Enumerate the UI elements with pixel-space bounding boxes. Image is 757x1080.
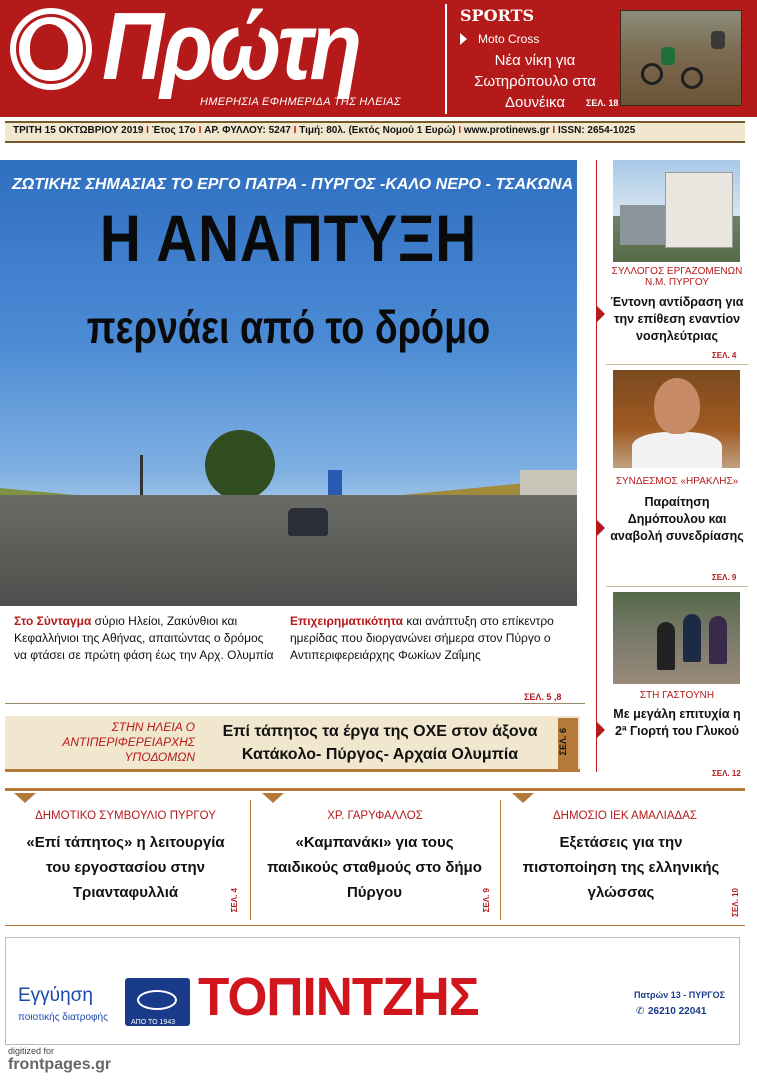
coin-logo-icon	[10, 8, 92, 90]
sports-kicker: Moto Cross	[478, 32, 540, 46]
bottom-page-ref: ΣΕΛ. 10	[731, 888, 740, 917]
bottom-headline[interactable]: Εξετάσεις για την πιστοποίηση της ελληνικής γλώσσας	[522, 834, 720, 901]
car	[288, 508, 328, 536]
divider	[606, 364, 748, 365]
website-link[interactable]: www.protinews.gr	[463, 125, 550, 136]
hero-caption-left[interactable]	[14, 613, 279, 664]
portrait-shirt	[632, 432, 722, 468]
triangle-down-icon	[14, 793, 36, 803]
divider	[5, 788, 745, 791]
bottom-kicker: ΔΗΜΟΣΙΟ ΙΕΚ ΑΜΑΛΙΑΔΑΣ	[553, 810, 697, 822]
issue-number: ΑΡ. ΦΥΛΛΟΥ: 5247	[204, 125, 291, 136]
triangle-down-icon	[262, 793, 284, 803]
caption-lead: Στο Σύνταγμα	[14, 614, 92, 628]
sidebar-headline[interactable]: Έντονη αντίδραση για την επίθεση εναντίον νοσηλεύτριας	[610, 295, 744, 343]
bottom-kicker: ΧΡ. ΓΑΡΥΦΑΛΛΟΣ	[327, 810, 423, 822]
strip-page-ref: ΣΕΛ. 6	[558, 728, 568, 756]
ad-quality: ποιοτικής διατροφής	[18, 1012, 108, 1023]
triangle-right-icon	[597, 722, 605, 738]
person	[709, 616, 727, 664]
triangle-right-icon	[460, 33, 467, 45]
sidebar-kicker: ΣΥΛΛΟΓΟΣ ΕΡΓΑΖΟΜΕΝΩΝ Ν.Μ. ΠΥΡΓΟΥ	[611, 266, 743, 288]
hero-kicker: ΖΩΤΙΚΗΣ ΣΗΜΑΣΙΑΣ ΤΟ ΕΡΓΟ ΠΑΤΡΑ - ΠΥΡΓΟΣ -ΚΑΛΟ ΝΕΡΟ - ΤΣΑΚΩΝΑ	[12, 176, 574, 193]
sidebar-headline[interactable]: Με μεγάλη επιτυχία η 2ª Γιορτή του Γλυκού	[613, 707, 741, 738]
sidebar-headline[interactable]: Παραίτηση Δημόπουλου και αναβολή συνεδρίασης	[610, 495, 744, 543]
portrait-face	[654, 378, 700, 434]
hero-page-ref: ΣΕΛ. 5 ,8	[524, 692, 562, 702]
ad-phone[interactable]: 26210 22041	[648, 1006, 707, 1017]
column-divider	[500, 800, 501, 920]
triangle-right-icon	[597, 520, 605, 536]
sports-headline[interactable]: Νέα νίκη για Σωτηρόπουλο στα Δουνέικα	[474, 52, 596, 111]
hospital-annex	[620, 205, 668, 245]
caption-lead: Επιχειρηματικότητα	[290, 614, 403, 628]
hero-caption-right[interactable]	[290, 613, 560, 664]
divider	[5, 703, 585, 704]
frontpages-link[interactable]: frontpages.gr	[8, 1056, 112, 1073]
triangle-right-icon	[597, 306, 605, 322]
sports-section-label: SPORTS	[460, 6, 534, 25]
caption-text: σύριο Ηλείοι, Ζακύνθιοι και Κεφαλλήνιοι της Αθήνας, απαιτώντας ο δρόμος να φτάσει σε πρώτη φάση έως την Αρχ. Ολυμπία	[14, 614, 274, 662]
newspaper-title[interactable]: Πρώτη	[102, 0, 359, 100]
sidebar-page-ref: ΣΕΛ. 4	[712, 351, 737, 360]
issue-year: Έτος 17ο	[151, 125, 196, 136]
caption-text: και ανάπτυξη στο επίκεντρο ημερίδας που διοργανώνει σήμερα στον Πύργο ο Αντιπεριφερειάρχης Φωκίων Ζαΐμης	[290, 614, 554, 662]
sidebar-rule	[596, 160, 597, 772]
bottom-headline[interactable]: «Καμπανάκι» για τους παιδικούς σταθμούς στο δήμο Πύργου	[267, 834, 482, 901]
sidebar-kicker: ΣΤΗ ΓΑΣΤΟΥΝΗ	[639, 690, 715, 701]
ad-since: ΑΠΟ ΤΟ 1943	[131, 1019, 176, 1026]
strip-headline[interactable]: Επί τάπητος τα έργα της ΟΧΕ στον άξονα Κατάκολο- Πύργος- Αρχαία Ολυμπία	[222, 723, 538, 763]
divider	[5, 925, 745, 926]
hero-headline[interactable]: Η ΑΝΑΠΤΥΞΗ	[99, 201, 478, 275]
triangle-down-icon	[512, 793, 534, 803]
hero-subhead[interactable]: περνάει από το δρόμο	[86, 301, 491, 353]
tree	[205, 430, 275, 500]
bottom-page-ref: ΣΕΛ. 4	[230, 888, 239, 913]
ad-brand[interactable]: ΤΟΠΙΝΤΖΗΣ	[198, 967, 479, 1027]
issue-date: ΤΡΙΤΗ 15 ΟΚΤΩΒΡΙΟΥ 2019	[13, 125, 144, 136]
person	[683, 614, 701, 662]
ad-guarantee: Εγγύηση	[18, 985, 93, 1006]
digitized-note: digitized for	[8, 1046, 55, 1056]
newspaper-subtitle: ΗΜΕΡΗΣΙΑ ΕΦΗΜΕΡΙΔΑ ΤΗΣ ΗΛΕΙΑΣ	[200, 96, 401, 108]
divider	[606, 586, 748, 587]
phone-icon: ✆	[636, 1006, 645, 1017]
sidebar-page-ref: ΣΕΛ. 9	[712, 573, 737, 582]
issue-info: ΤΡΙΤΗ 15 ΟΚΤΩΒΡΙΟΥ 2019 I Έτος 17ο I ΑΡ. ΦΥΛΛΟΥ: 5247 I Τιμή: 80λ. (Εκτός Νομού 1 Ευρώ) I www.protinews.gr I ISSN: 2654-1025	[13, 125, 636, 136]
ad-address: Πατρών 13 - ΠΥΡΓΟΣ	[634, 990, 726, 1000]
sports-page-ref: ΣΕΛ. 18	[586, 98, 619, 108]
sidebar-page-ref: ΣΕΛ. 12	[712, 769, 741, 778]
sidebar-kicker: ΣΥΝΔΕΣΜΟΣ «ΗΡΑΚΛΗΣ»	[615, 476, 739, 487]
bottom-headline[interactable]: «Επί τάπητος» η λειτουργία του εργοστασίου στην Τριανταφυλλιά	[26, 834, 225, 901]
issue-price: Τιμή: 80λ. (Εκτός Νομού 1 Ευρώ)	[299, 125, 456, 136]
issn: ISSN: 2654-1025	[557, 125, 636, 136]
person	[657, 622, 675, 670]
bottom-page-ref: ΣΕΛ. 9	[482, 888, 491, 913]
strip-kicker: ΣΤΗΝ ΗΛΕΙΑ Ο ΑΝΤΙΠΕΡΙΦΕΡΕΙΑΡΧΗΣ ΥΠΟΔΟΜΩΝ	[62, 720, 195, 764]
column-divider	[250, 800, 251, 920]
bottom-kicker: ΔΗΜΟΤΙΚΟ ΣΥΜΒΟΥΛΙΟ ΠΥΡΓΟΥ	[35, 810, 216, 822]
hospital-building	[665, 172, 733, 248]
motocross-photo[interactable]	[620, 10, 742, 106]
